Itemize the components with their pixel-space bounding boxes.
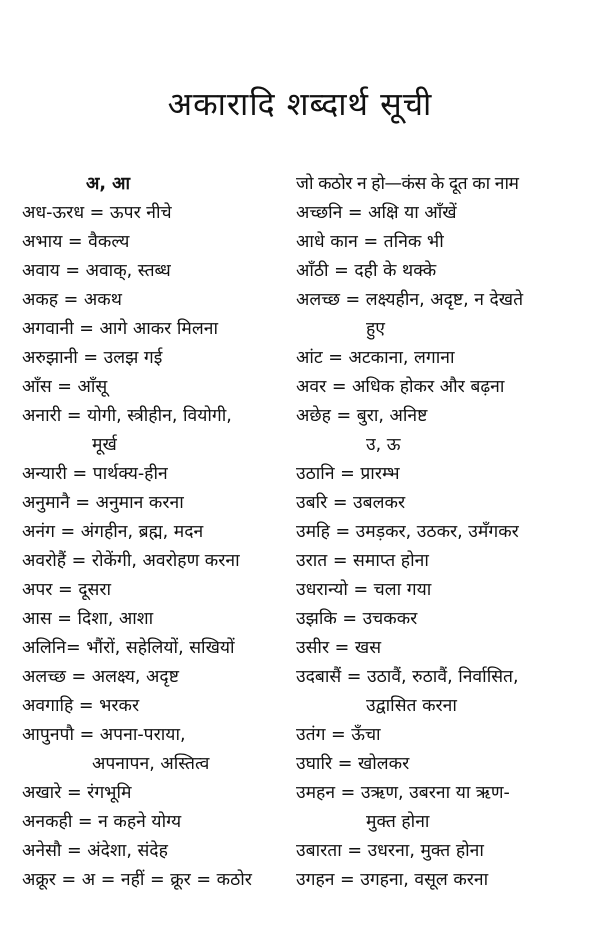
glossary-line: उसीर = खस [296,638,382,658]
glossary-line: आस = दिशा, आशा [22,609,154,629]
glossary-line: उझकि = उचककर [296,609,418,629]
glossary-line: आंट = अटकाना, लगाना [296,348,455,368]
section-heading: अ, आ [86,174,130,194]
glossary-line: उरात = समाप्त होना [296,551,429,571]
glossary-line: उतंग = ऊँचा [296,725,381,745]
glossary-line: जो कठोर न हो—कंस के दूत का नाम [296,174,519,194]
glossary-line: अनुमानै = अनुमान करना [22,493,184,513]
glossary-line: आँस = आँसू [22,377,108,397]
glossary-line: अलिनि= भौंरों, सहेलियों, सखियों [22,638,235,658]
glossary-line: अवाय = अवाक्, स्तब्ध [22,261,171,281]
glossary-line: उ, ऊ [366,435,401,455]
glossary-line: अछेह = बुरा, अनिष्ट [296,406,428,426]
page-title: अकारादि शब्दार्थ सूची [167,85,433,123]
glossary-line: उद्वासित करना [366,696,457,716]
glossary-line: आधे कान = तनिक भी [296,232,444,252]
glossary-line: उबरि = उबलकर [296,493,406,513]
glossary-line: अक्रूर = अ = नहीं = क्रूर = कठोर [22,870,252,890]
glossary-line: मुक्त होना [366,812,430,832]
glossary-line: अच्छनि = अक्षि या आँखें [296,203,457,223]
glossary-line: अन्यारी = पार्थक्य-हीन [22,464,168,484]
glossary-line: अलच्छ = अलक्ष्य, अदृष्ट [22,667,179,687]
glossary-line: अवरोहैं = रोकेंगी, अवरोहण करना [22,551,240,571]
glossary-line: हुए [366,319,385,339]
glossary-line: अवर = अधिक होकर और बढ़ना [296,377,505,397]
glossary-line: अभाय = वैकल्य [22,232,130,252]
glossary-line: उबारता = उधरना, मुक्त होना [296,841,484,861]
glossary-line: अगवानी = आगे आकर मिलना [22,319,218,339]
glossary-line: आँठी = दही के थक्के [296,261,437,281]
glossary-line: अनेसौ = अंदेशा, संदेह [22,841,168,861]
glossary-line: अनंग = अंगहीन, ब्रह्म, मदन [22,522,204,542]
glossary-line: अकह = अकथ [22,290,122,310]
glossary-line: अरुझानी = उलझ गई [22,348,163,368]
glossary-line: अवगाहि = भरकर [22,696,140,716]
right-column [296,170,586,895]
glossary-line: अध-ऊरध = ऊपर नीचे [22,203,172,223]
glossary-line: अपनापन, अस्तित्व [92,754,210,774]
glossary-line: आपुनपौ = अपना-पराया, [22,725,186,745]
glossary-line: अलच्छ = लक्ष्यहीन, अदृष्ट, न देखते [296,290,524,310]
left-column [22,170,284,895]
glossary-line: अखारे = रंगभूमि [22,783,132,803]
glossary-line: उधरान्यो = चला गया [296,580,432,600]
glossary-line: उदबासैं = उठावैं, रुठावैं, निर्वासित, [296,667,519,687]
glossary-line: अनारी = योगी, स्त्रीहीन, वियोगी, [22,406,232,426]
glossary-line: मूर्ख [92,435,117,455]
glossary-line: अपर = दूसरा [22,580,112,600]
glossary-line: उमहि = उमड़कर, उठकर, उमँगकर [296,522,519,542]
glossary-line: उघारि = खोलकर [296,754,410,774]
glossary-line: उमहन = उऋण, उबरना या ऋण- [296,783,510,803]
glossary-line: उठानि = प्रारम्भ [296,464,400,484]
glossary-line: उगहन = उगहना, वसूल करना [296,870,489,890]
glossary-line: अनकही = न कहने योग्य [22,812,182,832]
